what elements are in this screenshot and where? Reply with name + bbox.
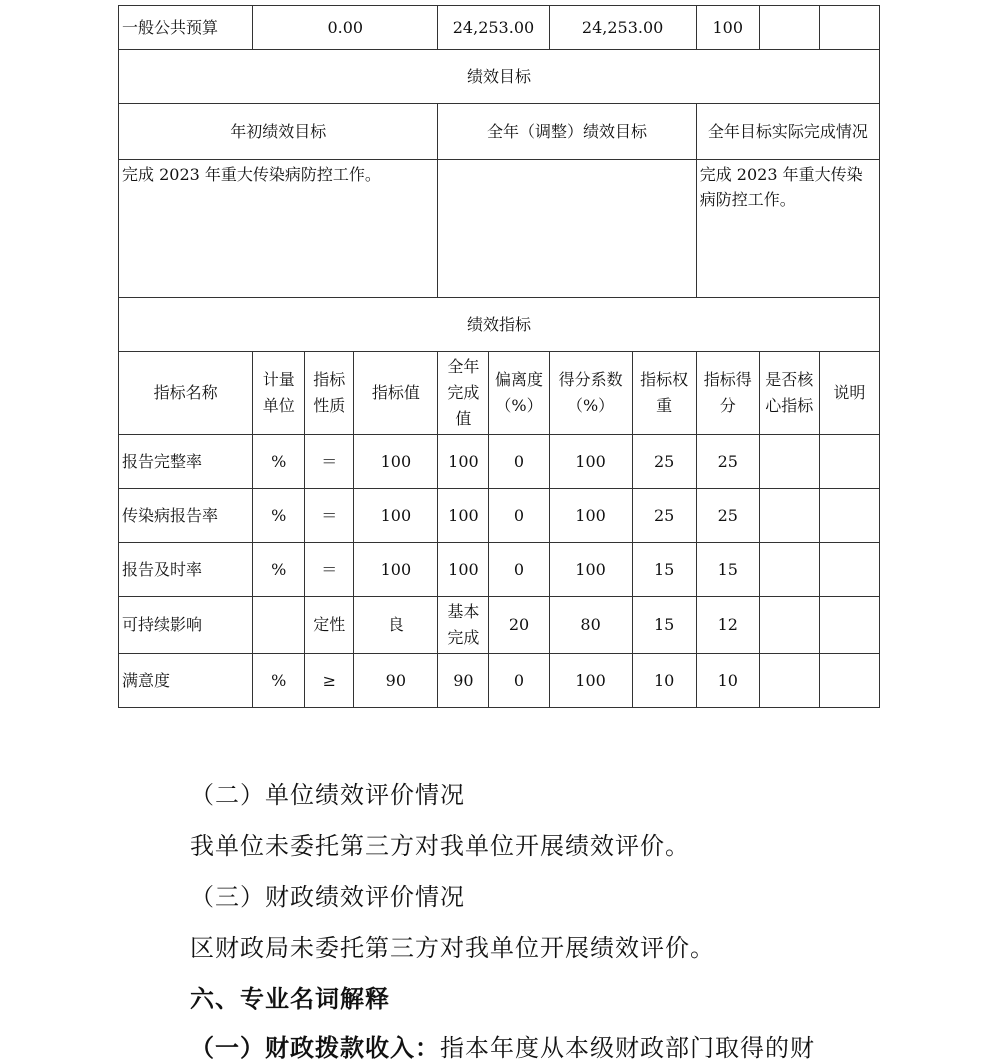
indicator-core bbox=[759, 489, 819, 543]
indicator-actual: 100 bbox=[438, 543, 489, 597]
subsection-3-title: （三）财政绩效评价情况 bbox=[190, 883, 465, 911]
header-name: 指标名称 bbox=[119, 352, 253, 435]
header-nature: 指标性质 bbox=[305, 352, 354, 435]
term-1-body: 指本年度从本级财政部门取得的财 bbox=[440, 1034, 815, 1062]
budget-value-4: 100 bbox=[696, 6, 759, 50]
header-target: 指标值 bbox=[354, 352, 438, 435]
indicator-coef: 100 bbox=[549, 543, 632, 597]
indicator-row bbox=[119, 543, 880, 597]
indicator-target: 100 bbox=[354, 543, 438, 597]
indicator-row bbox=[119, 489, 880, 543]
budget-row bbox=[119, 6, 880, 50]
indicator-unit: % bbox=[253, 654, 305, 708]
indicator-score: 25 bbox=[696, 435, 759, 489]
subsection-2-body: 我单位未委托第三方对我单位开展绩效评价。 bbox=[190, 832, 690, 860]
indicator-nature: ＝ bbox=[305, 435, 354, 489]
budget-empty-1 bbox=[759, 6, 819, 50]
indicator-name: 报告完整率 bbox=[119, 435, 253, 489]
header-unit: 计量单位 bbox=[253, 352, 305, 435]
indicator-unit: % bbox=[253, 435, 305, 489]
indicator-actual: 100 bbox=[438, 489, 489, 543]
indicator-nature: ＝ bbox=[305, 543, 354, 597]
indicator-coef: 100 bbox=[549, 435, 632, 489]
indicator-score: 10 bbox=[696, 654, 759, 708]
indicator-actual: 90 bbox=[438, 654, 489, 708]
budget-value-1: 0.00 bbox=[253, 6, 438, 50]
indicator-weight: 25 bbox=[632, 489, 696, 543]
indicator-target: 100 bbox=[354, 435, 438, 489]
indicator-deviation: 20 bbox=[489, 597, 549, 654]
indicator-nature: ＝ bbox=[305, 489, 354, 543]
indicator-weight: 15 bbox=[632, 543, 696, 597]
indicator-target: 良 bbox=[354, 597, 438, 654]
indicator-score: 15 bbox=[696, 543, 759, 597]
performance-table bbox=[118, 5, 880, 708]
goals-col-initial: 年初绩效目标 bbox=[119, 104, 438, 160]
goals-adjusted-text bbox=[438, 160, 696, 298]
subsection-2-title: （二）单位绩效评价情况 bbox=[190, 781, 465, 809]
indicator-score: 25 bbox=[696, 489, 759, 543]
budget-value-3: 24,253.00 bbox=[549, 6, 696, 50]
goals-section-title: 绩效目标 bbox=[119, 50, 880, 104]
indicator-nature: ≥ bbox=[305, 654, 354, 708]
indicator-core bbox=[759, 597, 819, 654]
indicator-name: 传染病报告率 bbox=[119, 489, 253, 543]
header-deviation: 偏离度（%） bbox=[489, 352, 549, 435]
indicator-core bbox=[759, 435, 819, 489]
indicator-row bbox=[119, 435, 880, 489]
indicator-note bbox=[819, 435, 879, 489]
header-note: 说明 bbox=[819, 352, 879, 435]
indicator-core bbox=[759, 543, 819, 597]
indicator-core bbox=[759, 654, 819, 708]
indicator-name: 可持续影响 bbox=[119, 597, 253, 654]
indicator-note bbox=[819, 654, 879, 708]
indicator-name: 报告及时率 bbox=[119, 543, 253, 597]
indicator-row bbox=[119, 654, 880, 708]
indicator-coef: 80 bbox=[549, 597, 632, 654]
header-core: 是否核心指标 bbox=[759, 352, 819, 435]
indicator-row bbox=[119, 597, 880, 654]
indicator-actual: 100 bbox=[438, 435, 489, 489]
indicator-note bbox=[819, 489, 879, 543]
indicator-deviation: 0 bbox=[489, 654, 549, 708]
section-6-title: 六、专业名词解释 bbox=[190, 984, 390, 1013]
indicator-unit: % bbox=[253, 543, 305, 597]
indicator-coef: 100 bbox=[549, 489, 632, 543]
budget-label: 一般公共预算 bbox=[119, 6, 253, 50]
header-actual: 全年完成值 bbox=[438, 352, 489, 435]
indicator-unit bbox=[253, 597, 305, 654]
indicator-target: 90 bbox=[354, 654, 438, 708]
term-1-label: （一）财政拨款收入： bbox=[190, 1033, 440, 1062]
indicator-weight: 15 bbox=[632, 597, 696, 654]
indicators-section-title: 绩效指标 bbox=[119, 298, 880, 352]
goals-col-adjusted: 全年（调整）绩效目标 bbox=[438, 104, 696, 160]
header-score: 指标得分 bbox=[696, 352, 759, 435]
indicator-unit: % bbox=[253, 489, 305, 543]
indicator-deviation: 0 bbox=[489, 489, 549, 543]
indicator-note bbox=[819, 597, 879, 654]
indicator-coef: 100 bbox=[549, 654, 632, 708]
indicator-name: 满意度 bbox=[119, 654, 253, 708]
goals-col-actual: 全年目标实际完成情况 bbox=[696, 104, 879, 160]
indicator-weight: 25 bbox=[632, 435, 696, 489]
budget-empty-2 bbox=[819, 6, 879, 50]
term-1-paragraph bbox=[190, 1028, 815, 1063]
header-coef: 得分系数（%） bbox=[549, 352, 632, 435]
indicator-header-row bbox=[119, 352, 880, 435]
goals-initial-text: 完成 2023 年重大传染病防控工作。 bbox=[119, 160, 438, 298]
budget-value-2: 24,253.00 bbox=[438, 6, 549, 50]
subsection-3-body: 区财政局未委托第三方对我单位开展绩效评价。 bbox=[190, 934, 715, 962]
indicator-actual: 基本完成 bbox=[438, 597, 489, 654]
indicator-note bbox=[819, 543, 879, 597]
indicator-target: 100 bbox=[354, 489, 438, 543]
indicator-weight: 10 bbox=[632, 654, 696, 708]
goals-actual-text: 完成 2023 年重大传染病防控工作。 bbox=[696, 160, 879, 298]
indicator-deviation: 0 bbox=[489, 435, 549, 489]
indicator-deviation: 0 bbox=[489, 543, 549, 597]
indicator-nature: 定性 bbox=[305, 597, 354, 654]
indicator-score: 12 bbox=[696, 597, 759, 654]
header-weight: 指标权重 bbox=[632, 352, 696, 435]
